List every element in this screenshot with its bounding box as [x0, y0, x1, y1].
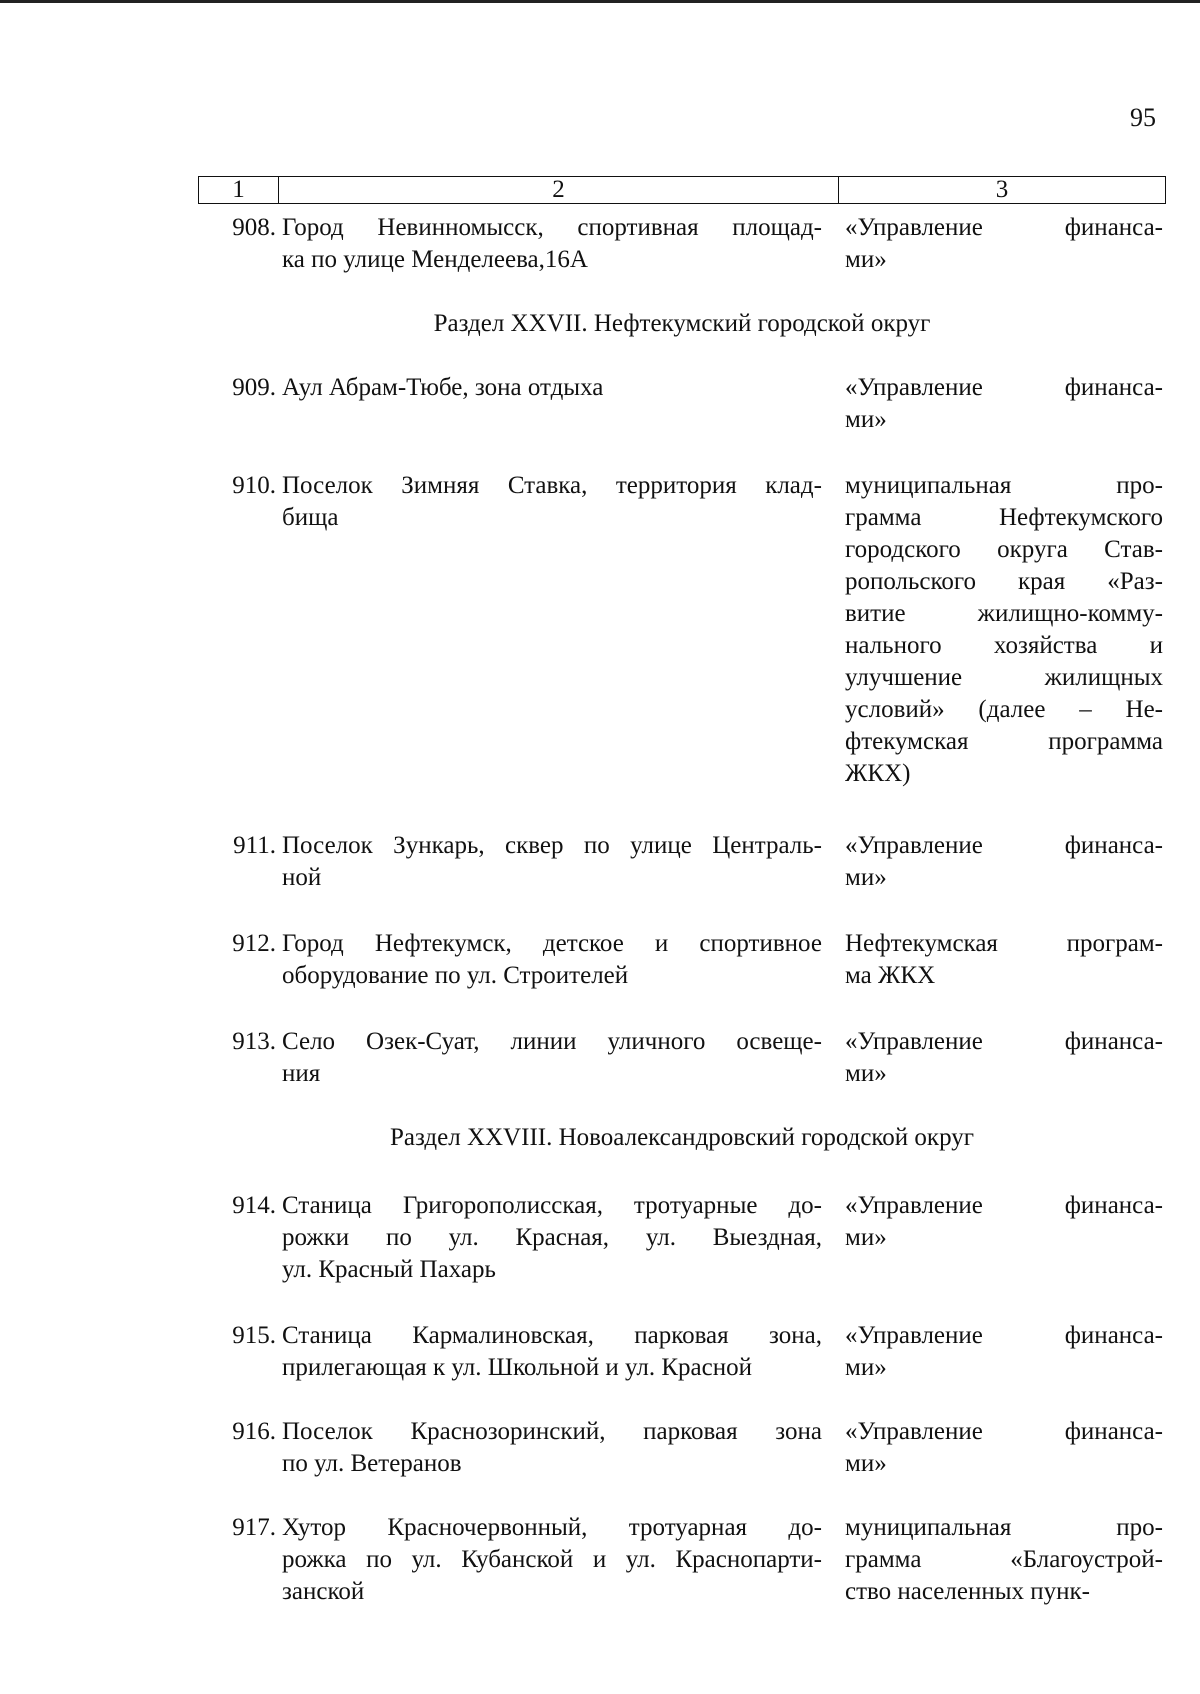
section-title: Раздел XXVIII. Новоалександровский городской округ: [389, 1124, 974, 1151]
row-funding-source: «Управление финанса- ми»: [845, 1418, 1163, 1477]
row-funding-source: «Управление финанса- ми»: [845, 1192, 1163, 1251]
row-number: 917.: [232, 1514, 276, 1541]
row-description: Поселок Краснозоринский, парковая зона по ул. Ветеранов: [282, 1418, 822, 1477]
top-rule: [0, 0, 1200, 3]
row-description: Аул Абрам-Тюбе, зона отдыха: [282, 374, 604, 401]
column-header-3: 3: [995, 176, 1009, 203]
row-funding-source: «Управление финанса- ми»: [845, 374, 1163, 433]
row-funding-source: «Управление финанса- ми»: [845, 214, 1163, 273]
row-description: Поселок Зимняя Ставка, территория клад- бища: [282, 472, 822, 531]
row-description: Хутор Красночервонный, тротуарная до- рожка по ул. Кубанской и ул. Краснопарти- занской: [282, 1514, 822, 1605]
row-number: 916.: [232, 1418, 276, 1445]
row-number: 910.: [232, 472, 276, 499]
row-description: Город Невинномысск, спортивная площад- ка по улице Менделеева,16А: [282, 214, 822, 273]
row-number: 911.: [233, 832, 276, 859]
column-header-2: 2: [279, 177, 839, 203]
row-funding-source: муниципальная про- грамма Нефтекумского городского округа Став- ропольского края «Раз- витие жилищно-комму- нального хозяйства и улучшение жилищных условий» (далее – Не- фтекумская программа ЖКХ): [845, 472, 1163, 787]
page-number: 95: [1130, 103, 1156, 132]
row-description: Поселок Зункарь, сквер по улице Централь- ной: [282, 832, 822, 891]
row-description: Станица Кармалиновская, парковая зона, прилегающая к ул. Школьной и ул. Красной: [282, 1322, 822, 1381]
row-number: 908.: [232, 214, 276, 241]
row-funding-source: «Управление финанса- ми»: [845, 832, 1163, 891]
row-description: Станица Григорополисская, тротуарные до- рожки по ул. Красная, ул. Выездная, ул. Красный Пахарь: [282, 1192, 822, 1283]
row-funding-source: «Управление финанса- ми»: [845, 1028, 1163, 1087]
row-number: 909.: [232, 374, 276, 401]
column-header-1: 1: [199, 177, 279, 203]
row-number: 915.: [232, 1322, 276, 1349]
row-number: 912.: [232, 930, 276, 957]
row-description: Город Нефтекумск, детское и спортивное оборудование по ул. Строителей: [282, 930, 822, 989]
row-number: 913.: [232, 1028, 276, 1055]
section-title: Раздел XXVII. Нефтекумский городской округ: [433, 310, 931, 337]
row-number: 914.: [232, 1192, 276, 1219]
row-funding-source: Нефтекумская програм- ма ЖКХ: [845, 930, 1163, 989]
table-header: [198, 176, 1166, 204]
row-funding-source: муниципальная про- грамма «Благоустрой- ство населенных пунк-: [845, 1514, 1163, 1605]
row-description: Село Озек-Суат, линии уличного освеще- ния: [282, 1028, 822, 1087]
row-funding-source: «Управление финанса- ми»: [845, 1322, 1163, 1381]
